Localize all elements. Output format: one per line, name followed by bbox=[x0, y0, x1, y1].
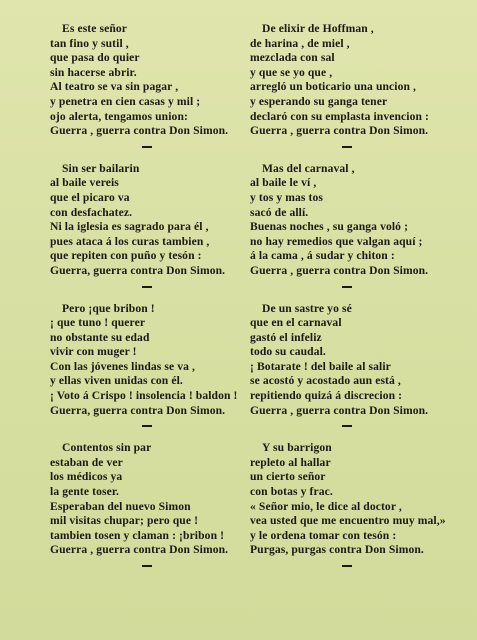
verse-line: declaró con su emplasta invencion : bbox=[250, 109, 430, 123]
verse-line: á la cama , á sudar y chiton : bbox=[250, 249, 395, 263]
verse-line: con desfachatez. bbox=[50, 205, 133, 219]
verse-line: los médicos ya bbox=[50, 470, 123, 484]
verse-line: repleto al hallar bbox=[250, 455, 331, 469]
refrain-line: Guerra , guerra contra Don Simon. bbox=[250, 124, 429, 138]
verse-line: al baile le ví , bbox=[250, 176, 317, 190]
verse-line: y le ordena tomar con tesón : bbox=[250, 528, 397, 542]
verse-line: tambien tosen y claman : ¡bribon ! bbox=[50, 528, 225, 542]
stanza-divider bbox=[342, 565, 352, 567]
verse-line: y ellas viven unidas con él. bbox=[50, 374, 183, 388]
stanza bbox=[50, 162, 255, 288]
stanza-divider bbox=[342, 286, 352, 288]
refrain-line: Guerra , guerra contra Don Simon. bbox=[250, 403, 429, 417]
right-column bbox=[250, 22, 455, 567]
verse-line: que repiten con puño y tesón : bbox=[50, 249, 202, 263]
verse-line: un cierto señor bbox=[250, 470, 326, 484]
verse-line: Ni la iglesia es sagrado para él , bbox=[50, 220, 209, 234]
stanza-divider bbox=[142, 286, 152, 288]
verse-line: mil visitas chupar; pero que ! bbox=[50, 514, 199, 528]
verse-line: de harina , de miel , bbox=[250, 36, 350, 50]
verse-line: sacó de allí. bbox=[250, 205, 309, 219]
verse-line: Sin ser bailarin bbox=[62, 161, 140, 175]
stanza bbox=[250, 302, 455, 428]
verse-line: Y su barrigon bbox=[262, 441, 332, 455]
stanza bbox=[250, 441, 455, 567]
left-column bbox=[50, 22, 255, 567]
verse-line: Pero ¡que bribon ! bbox=[62, 301, 155, 315]
verse-line: Mas del carnaval , bbox=[262, 161, 355, 175]
verse-line: « Señor mio, le dice al doctor , bbox=[250, 499, 402, 513]
verse-line: Es este señor bbox=[62, 22, 128, 35]
verse-line: estaban de ver bbox=[50, 455, 123, 469]
verse-line: ¡ Botarate ! del baile al salir bbox=[250, 359, 391, 373]
verse-line: ¡ Voto á Crispo ! insolencia ! baldon ! bbox=[50, 389, 238, 403]
stanza bbox=[50, 302, 255, 428]
stanza bbox=[50, 441, 255, 567]
verse-line: y que se yo que , bbox=[250, 65, 333, 79]
verse-line: Esperaban del nuevo Simon bbox=[50, 499, 191, 513]
verse-line: que pasa do quier bbox=[50, 51, 140, 65]
stanza bbox=[250, 22, 455, 148]
verse-line: pues ataca á los curas tambien , bbox=[50, 234, 210, 248]
verse-line: De elixir de Hoffman , bbox=[262, 22, 374, 35]
refrain-line: Guerra, guerra contra Don Simon. bbox=[50, 263, 226, 277]
verse-line: que el picaro va bbox=[50, 190, 130, 204]
verse-line: y esperando su ganga tener bbox=[250, 94, 388, 108]
verse-line: De un sastre yo sé bbox=[262, 301, 352, 315]
refrain-line: Guerra , guerra contra Don Simon. bbox=[50, 124, 229, 138]
verse-line: gastó el infeliz bbox=[250, 330, 322, 344]
verse-line: ¡ que tuno ! querer bbox=[50, 316, 146, 330]
verse-line: todo su caudal. bbox=[250, 345, 326, 359]
stanza bbox=[250, 162, 455, 288]
verse-line: Contentos sin par bbox=[62, 441, 152, 455]
stanza-divider bbox=[342, 146, 352, 148]
verse-line: repitiendo quizá á discrecion : bbox=[250, 389, 403, 403]
verse-line: al baile vereis bbox=[50, 176, 119, 190]
verse-line: que en el carnaval bbox=[250, 316, 342, 330]
verse-line: Al teatro se va sin pagar , bbox=[50, 80, 179, 94]
verse-line: Con las jóvenes lindas se va , bbox=[50, 359, 196, 373]
verse-line: no hay remedios que valgan aquí ; bbox=[250, 234, 423, 248]
stanza-divider bbox=[142, 146, 152, 148]
verse-line: ojo alerta, tengamos union: bbox=[50, 109, 188, 123]
verse-line: sin hacerse abrir. bbox=[50, 65, 137, 79]
stanza-divider bbox=[142, 425, 152, 427]
stanza bbox=[50, 22, 255, 148]
refrain-line: Guerra , guerra contra Don Simon. bbox=[50, 543, 229, 557]
verse-line: la gente toser. bbox=[50, 485, 120, 499]
verse-line: vivir con muger ! bbox=[50, 345, 137, 359]
verse-line: se acostó y acostado aun está , bbox=[250, 374, 401, 388]
verse-line: mezclada con sal bbox=[250, 51, 335, 65]
verse-line: arregló un boticario una uncion , bbox=[250, 80, 417, 94]
stanza-divider bbox=[142, 565, 152, 567]
verse-line: y penetra en cien casas y mil ; bbox=[50, 94, 201, 108]
verse-line: no obstante su edad bbox=[50, 330, 150, 344]
refrain-line: Guerra, guerra contra Don Simon. bbox=[50, 403, 226, 417]
verse-line: Buenas noches , su ganga voló ; bbox=[250, 220, 409, 234]
stanza-divider bbox=[342, 425, 352, 427]
verse-line: y tos y mas tos bbox=[250, 190, 323, 204]
verse-line: vea usted que me encuentro muy mal,» bbox=[250, 514, 446, 528]
refrain-line: Guerra , guerra contra Don Simon. bbox=[250, 263, 429, 277]
refrain-line: Purgas, purgas contra Don Simon. bbox=[250, 543, 424, 557]
verse-line: con botas y frac. bbox=[250, 485, 333, 499]
verse-line: tan fino y sutil , bbox=[50, 36, 129, 50]
